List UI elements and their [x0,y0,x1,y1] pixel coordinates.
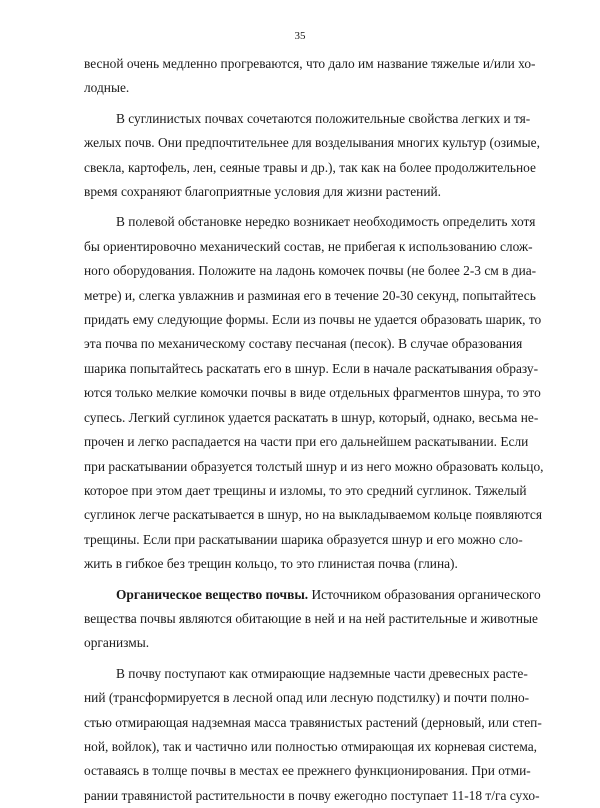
paragraph [84,52,536,101]
text-line: жить в гибкое без трещин кольцо, то это глинистая почва (глина). [84,556,458,572]
text-line: супесь. Легкий суглинок удается раскатать в шнур, который, однако, весьма не- [84,409,539,425]
text-line: ной, войлок), так и частично или полностью отмирающая их корневая система, [84,738,538,754]
text-line: В полевой обстановке нередко возникает необходимость определить хотя [116,214,536,230]
document-body [84,52,544,808]
text-line: ний (трансформируется в лесной опад или лесную подстилку) и почти полно- [84,690,530,706]
text-line: ного оборудования. Положите на ладонь комочек почвы (не более 2-3 см в диа- [84,263,537,279]
text-line: прочен и легко распадается на части при его дальнейшем раскатывании. Если [84,434,529,450]
paragraph [84,210,544,576]
text-line: весной очень медленно прогреваются, что дало им название тяжелые и/или хо- [84,56,536,71]
text-line: бы ориентировочно механический состав, не прибегая к использованию слож- [84,238,533,254]
text-line: ются только мелкие комочки почвы в виде отдельных фрагментов шнура, то это [84,385,541,401]
text-line: желых почв. Они предпочтительнее для возделывания многих культур (озимые, [84,135,540,151]
text-line: которое при этом дает трещины и изломы, то это средний суглинок. Тяжелый [84,482,527,498]
text-run: Источником образования органического [308,586,541,602]
text-line: суглинок легче раскатывается в шнур, но на выкладываемом кольце появляются [84,507,543,523]
page-number: 35 [294,30,306,42]
paragraph [84,583,541,656]
text-line: трещины. Если при раскатывании шарика образуется шнур и его можно сло- [84,531,523,547]
text-line: шарика попытайтесь раскатать его в шнур. Если в начале раскатывания образу- [84,360,539,376]
text-line: оставаясь в толще почвы в местах ее прежнего функционирования. При отми- [84,763,531,779]
text-line: стью отмирающая надземная масса травянистых растений (дерновый, или степ- [84,714,542,730]
section-heading: Органическое вещество почвы. [116,586,309,602]
text-line: придать ему следующие формы. Если из почвы не удается образовать шарик, то [84,312,542,328]
text-line: лодные. [84,80,130,96]
text-line: рании травянистой растительности в почву ежегодно поступает 11-18 т/га сухо- [84,787,540,803]
text-line: В почву поступают как отмирающие надземные части древесных расте- [116,665,528,681]
paragraph [84,662,542,808]
paragraph [84,107,540,205]
text-line: организмы. [84,635,150,651]
text-line: эта почва по механическому составу песчаная (песок). В случае образования [84,336,523,352]
text-line: вещества почвы являются обитающие в ней и на ней растительные и животные [84,610,538,626]
text-line: свекла, картофель, лен, сеяные травы и др.), так как на более продолжительное [84,159,536,175]
text-line [84,583,541,607]
text-line: метре) и, слегка увлажнив и разминая его в течение 20-30 секунд, попытайтесь [84,287,536,303]
text-line: время сохраняют благоприятные условия для жизни растений. [84,184,442,200]
text-line: В суглинистых почвах сочетаются положительные свойства легких и тя- [116,110,531,126]
text-line: при раскатывании образуется толстый шнур и из него можно образовать кольцо, [84,458,544,474]
